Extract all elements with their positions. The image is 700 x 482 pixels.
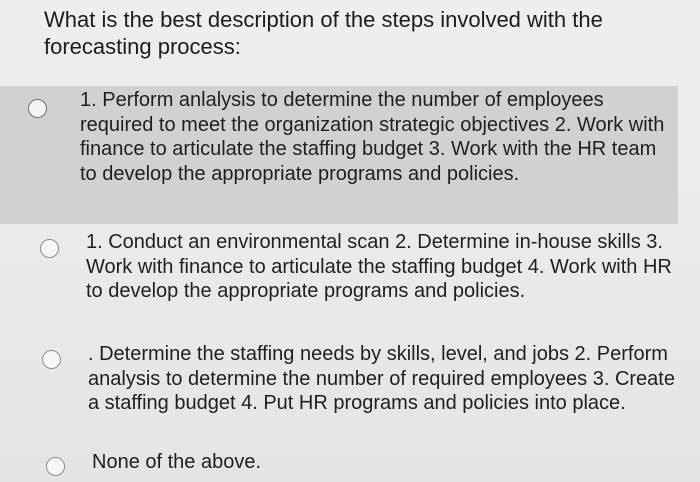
answer-option-3-label: . Determine the staffing needs by skills, level, and jobs 2. Perform analysis to determine the number of required employees 3. Create a staffing budget 4. Put HR programs and policies into place. [88,343,675,414]
question-text: What is the best description of the steps involved with the forecasting process: [44,7,603,59]
answer-option-4-label: None of the above. [92,451,262,473]
radio-button-3[interactable] [42,350,61,369]
answer-option-1[interactable] [0,86,678,224]
answer-option-1-label: 1. Perform anlalysis to determine the number of employees required to meet the organization strategic objectives 2. Work with finance to articulate the staffing budget 3. Work with the HR team to develop the appropriate programs and policies. [80,89,665,185]
answer-option-2-label: 1. Conduct an environmental scan 2. Determine in-house skills 3. Work with finance to articulate the staffing budget 4. Work with HR to develop the appropriate programs and policies. [86,231,672,302]
answer-option-2[interactable] [0,228,690,332]
radio-button-2[interactable] [40,239,59,258]
answer-option-4[interactable] [0,448,690,478]
radio-button-1[interactable] [28,99,47,118]
answer-option-3[interactable] [0,340,690,440]
radio-button-4[interactable] [46,457,65,476]
